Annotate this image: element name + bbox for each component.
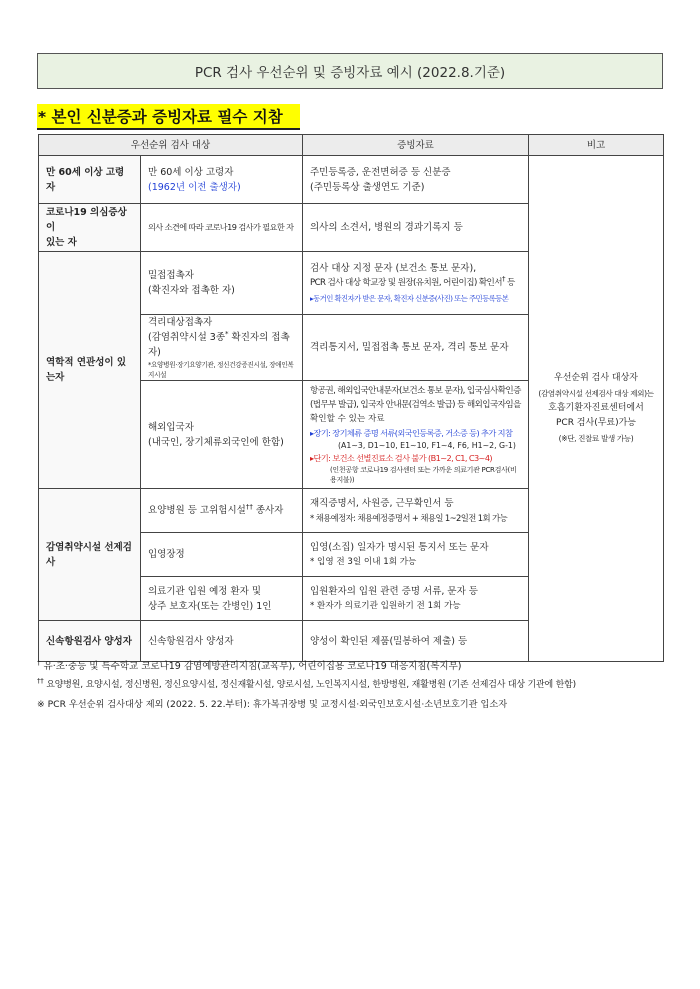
evidence-text: 등	[504, 277, 515, 288]
category-text: 코로나19 의심증상이	[46, 207, 127, 233]
category-rapid-antigen: 신속항원검사 양성자	[39, 621, 141, 662]
target-cell	[141, 252, 303, 315]
remarks-text: 호흡기환자진료센터에서	[548, 403, 644, 413]
evidence-text: PCR 검사 대상 학교장 및 원장(유치원, 어린이집) 확인서	[310, 277, 502, 288]
category-text: 있는 자	[46, 237, 77, 248]
remarks-text: 우선순위 검사 대상자	[554, 373, 638, 383]
evidence-text: 검사 대상 지정 문자 (보건소 통보 문자),	[310, 262, 477, 274]
target-text: 의사 소견에 따라 코로나19 검사가 필요한 자	[148, 222, 294, 232]
evidence-text: 항공권, 해외입국안내문자(보건소 통보 문자), 입국심사확인증	[310, 386, 521, 396]
remarks-text: PCR 검사(무료)가능	[555, 418, 636, 428]
footnotes	[37, 657, 677, 714]
remarks-cell	[529, 156, 664, 662]
target-cell: 입영장정	[141, 533, 303, 577]
target-cell	[141, 489, 303, 533]
evidence-cell: 격리통지서, 밀접접촉 통보 문자, 격리 통보 문자	[303, 315, 529, 381]
target-cell	[141, 204, 303, 252]
footnote-text: 요양병원, 요양시설, 정신병원, 정신요양시설, 정신재활시설, 양로시설, 노인복지시설, 한방병원, 재활병원 (기존 선제검사 대상 기관에 한함)	[43, 680, 576, 690]
evidence-text: * 채용예정자: 채용예정증명서 + 채용일 1~2일전 1회 가능	[310, 512, 508, 523]
footnote-mark: ††	[245, 502, 253, 511]
header-target: 우선순위 검사 대상	[39, 135, 303, 156]
footnote-mark: †	[37, 658, 41, 667]
target-text: (감염취약시설 3종	[148, 332, 226, 343]
evidence-text: 주민등록증, 운전면허증 등 신분증	[310, 166, 451, 178]
category-symptoms	[39, 204, 141, 252]
remarks-text: (감염취약시설 선제검사 대상 제외)는	[538, 389, 654, 398]
target-birth-year: (1962년 이전 출생자)	[148, 181, 241, 193]
footnote-3: ※ PCR 우선순위 검사대상 제외 (2022. 5. 22.부터): 휴가복귀장병 및 교정시설·외국인보호시설·소년보호기관 입소자	[37, 699, 508, 710]
evidence-text: (법무부 발급), 입국자 안내문(검역소 발급) 등 해외입국자임을	[310, 400, 521, 410]
page-title: PCR 검사 우선순위 및 증빙자료 예시 (2022.8.기준)	[37, 53, 663, 89]
target-cell: 신속항원검사 양성자	[141, 621, 303, 662]
target-cell	[141, 315, 303, 381]
evidence-cohabitant-note: ▸동거인 확진자가 받은 문자, 확진자 신분증(사진) 또는 주민등록등본	[310, 293, 509, 303]
target-text: 요양병원 등 고위험시설	[148, 505, 246, 516]
footnote-text: 유·초·중등 및 특수학교 코로나19 감염예방관리지침(교육부), 어린이집용 코로나19 대응지침(복지부)	[40, 661, 462, 672]
evidence-cell	[303, 156, 529, 204]
evidence-cell	[303, 533, 529, 577]
footnote-1	[37, 657, 677, 676]
evidence-short-stay-note: (인천공항 코로나19 검사센터 또는 가까운 의료기관 PCR검사(비용지불))	[330, 466, 517, 484]
footnote-mark: ††	[37, 677, 44, 685]
target-text: (확진자와 접촉한 자)	[148, 285, 235, 296]
evidence-cell: 양성이 확인된 제품(밀봉하여 제출) 등	[303, 621, 529, 662]
target-text: 확진자의 접촉자)	[148, 332, 290, 358]
evidence-long-stay: ▸장기: 장기체류 증명 서류(외국인등록증, 거소증 등) 추가 지참	[310, 428, 513, 438]
category-epidemiological: 역학적 연관성이 있는자	[39, 252, 141, 489]
evidence-cell	[303, 252, 529, 315]
table-row	[39, 156, 664, 204]
target-text: 격리대상접촉자	[148, 317, 213, 328]
evidence-cell	[303, 577, 529, 621]
target-text: 종사자	[252, 505, 284, 516]
evidence-text: * 입영 전 3일 이내 1회 가능	[310, 556, 417, 567]
evidence-cell	[303, 381, 529, 489]
target-text: 밀접접촉자	[148, 270, 194, 281]
section-heading: * 본인 신분증과 증빙자료 필수 지참	[37, 104, 300, 128]
evidence-cell: 의사의 소견서, 병원의 경과기록지 등	[303, 204, 529, 252]
header-evidence: 증빙자료	[303, 135, 529, 156]
footnote-mark: †	[501, 274, 505, 283]
evidence-text: * 환자가 의료기관 입원하기 전 1회 가능	[310, 600, 461, 611]
target-text: (내국인, 장기체류외국인에 한함)	[148, 436, 284, 448]
evidence-text: 확인할 수 있는 자료	[310, 414, 385, 424]
target-text: 해외입국자	[148, 421, 194, 433]
target-text: 만 60세 이상 고령자	[148, 166, 234, 178]
remarks-text: (※단, 진찰료 발생 가능)	[558, 434, 634, 443]
footnote-mark: *	[225, 329, 229, 338]
evidence-text: 입원환자의 입원 관련 증명 서류, 문자 등	[310, 585, 478, 597]
footnote-2	[37, 676, 677, 695]
target-cell	[141, 156, 303, 204]
target-text: 상주 보호자(또는 간병인) 1인	[148, 600, 272, 612]
evidence-cell	[303, 489, 529, 533]
category-elderly: 만 60세 이상 고령자	[39, 156, 141, 204]
target-note: *요양병원·장기요양기관, 정신건강증진시설, 장애인복지시설	[148, 361, 294, 379]
category-vulnerable-facility: 감염취약시설 선제검사	[39, 489, 141, 621]
table-header-row	[39, 135, 664, 156]
target-cell	[141, 577, 303, 621]
evidence-text: 재직증명서, 사원증, 근무확인서 등	[310, 497, 454, 509]
heading-underline	[37, 128, 300, 130]
evidence-long-stay-codes: (A1~3, D1~10, E1~10, F1~4, F6, H1~2, G-1)	[338, 441, 516, 450]
target-cell	[141, 381, 303, 489]
header-remarks: 비고	[529, 135, 664, 156]
target-text: 의료기관 입원 예정 환자 및	[148, 585, 262, 597]
evidence-text: (주민등록상 출생연도 기준)	[310, 181, 425, 193]
evidence-text: 입영(소집) 일자가 명시된 통지서 또는 문자	[310, 541, 489, 553]
priority-table	[38, 134, 664, 662]
evidence-short-stay: ▸단기: 보건소 선별진료소 검사 불가 (B1~2, C1, C3~4)	[310, 453, 493, 463]
